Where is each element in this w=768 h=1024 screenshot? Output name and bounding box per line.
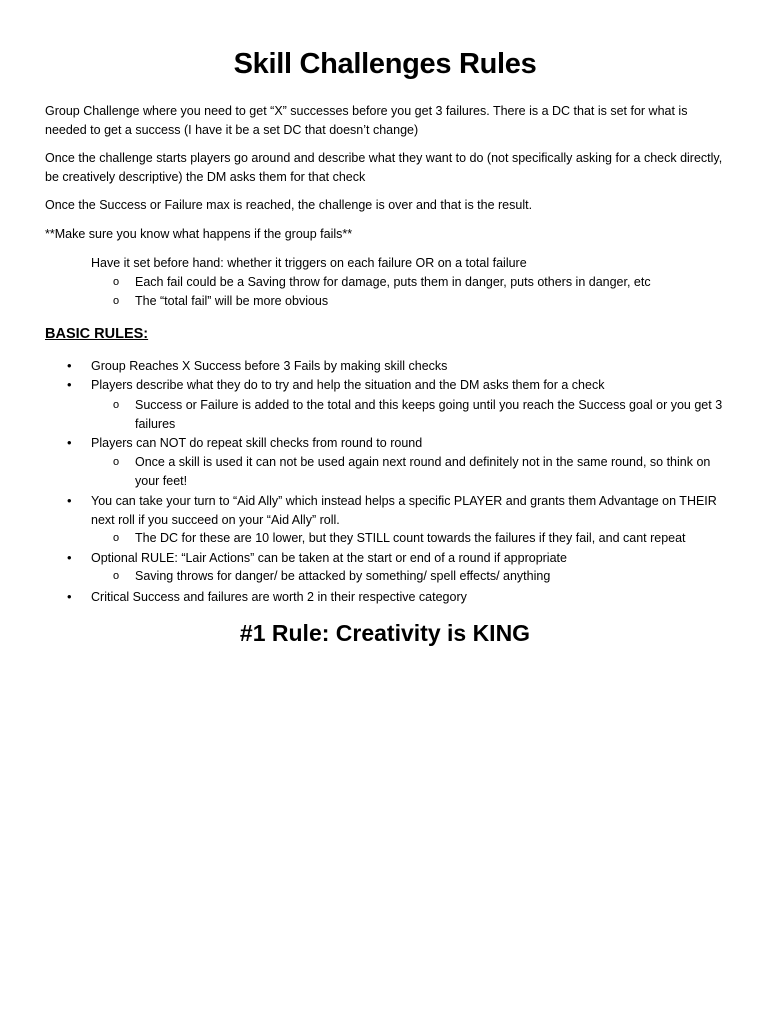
sub-bullet-marker: o xyxy=(113,532,120,544)
rule-text: Optional RULE: “Lair Actions” can be taken at the start or end of a round if appropriate xyxy=(91,551,567,565)
rule-text: You can take your turn to “Aid Ally” which instead helps a specific PLAYER and grants them Advantage on THEIR next roll if you succeed on your “Aid Ally” roll. xyxy=(91,494,717,527)
bullet-marker: • xyxy=(67,589,72,604)
setup-item-text: Each fail could be a Saving throw for damage, puts them in danger, puts others in danger, etc xyxy=(135,275,651,289)
bullet-marker: • xyxy=(67,377,72,392)
rule-text: Critical Success and failures are worth 2 in their respective category xyxy=(91,590,467,604)
intro-paragraph-4: **Make sure you know what happens if the group fails** xyxy=(45,227,353,241)
setup-line: Have it set before hand: whether it triggers on each failure OR on a total failure xyxy=(91,256,527,270)
intro-paragraph-1: Group Challenge where you need to get “X” successes before you get 3 failures. There is a DC that is set for what is needed to get a success (I have it be a set DC that doesn’t change) xyxy=(45,104,688,137)
rule-sub-text: Once a skill is used it can not be used again next round and definitely not in the same round, so think on your feet! xyxy=(135,455,711,488)
bullet-marker: • xyxy=(67,358,72,373)
rule-sub-text: Saving throws for danger/ be attacked by something/ spell effects/ anything xyxy=(135,569,551,583)
intro-paragraph-3: Once the Success or Failure max is reached, the challenge is over and that is the result. xyxy=(45,198,533,212)
rule-sub-text: The DC for these are 10 lower, but they STILL count towards the failures if they fail, and cant repeat xyxy=(135,531,686,545)
intro-paragraph-2: Once the challenge starts players go around and describe what they want to do (not specifically asking for a check directly, be creatively descriptive) the DM asks them for that check xyxy=(45,151,723,184)
setup-item-text: The “total fail” will be more obvious xyxy=(135,294,329,308)
bullet-marker: • xyxy=(67,493,72,508)
rule-text: Players describe what they do to try and help the situation and the DM asks them for a check xyxy=(91,378,605,392)
basic-rules-heading: BASIC RULES: xyxy=(45,326,149,342)
closing-rule-heading: #1 Rule: Creativity is KING xyxy=(239,620,531,646)
rule-text: Players can NOT do repeat skill checks from round to round xyxy=(91,436,423,450)
sub-bullet-marker: o xyxy=(113,456,120,468)
sub-bullet-marker: o xyxy=(113,295,120,307)
sub-bullet-marker: o xyxy=(113,399,120,411)
page-title: Skill Challenges Rules xyxy=(233,48,537,80)
rule-text: Group Reaches X Success before 3 Fails by making skill checks xyxy=(91,359,448,373)
sub-bullet-marker: o xyxy=(113,570,120,582)
bullet-marker: • xyxy=(67,435,72,450)
sub-bullet-marker: o xyxy=(113,276,120,288)
bullet-marker: • xyxy=(67,550,72,565)
rule-sub-text: Success or Failure is added to the total and this keeps going until you reach the Success goal or you get 3 failures xyxy=(135,398,723,431)
